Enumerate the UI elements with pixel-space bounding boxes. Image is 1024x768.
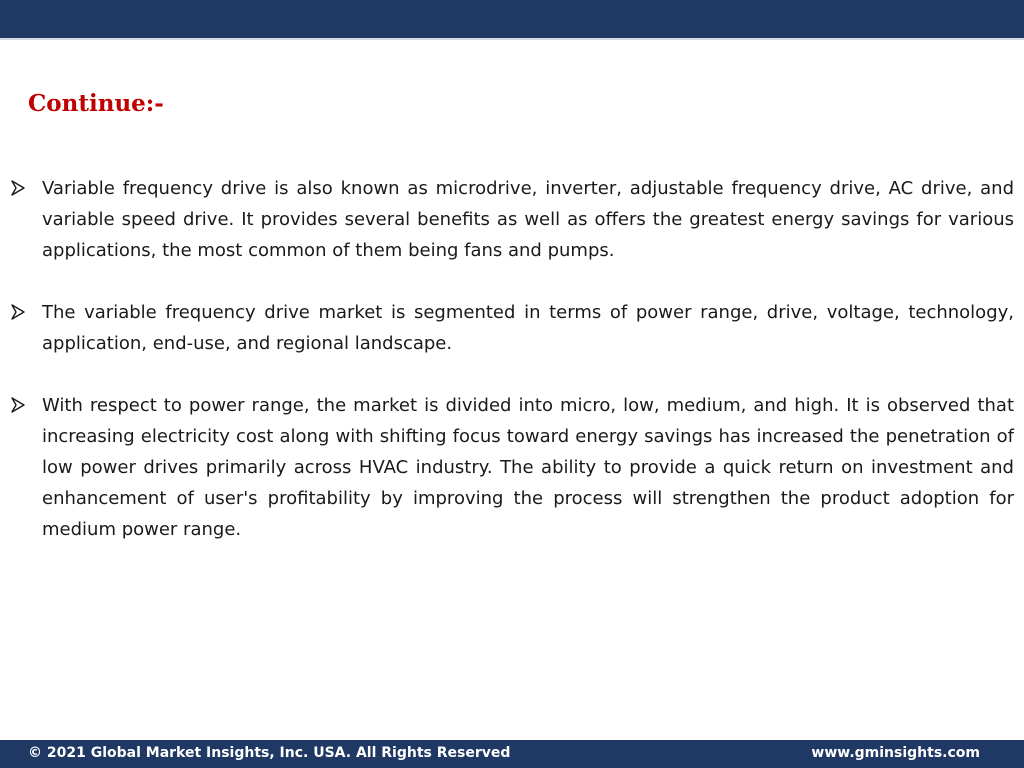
bullet-list (10, 173, 1014, 576)
bullet-item-2 (10, 297, 1014, 359)
arrow-bullet-icon (10, 397, 26, 413)
top-banner (0, 0, 1024, 40)
bullet-text: The variable frequency drive market is segmented in terms of power range, drive, voltage, technology, application, end-use, and regional landscape. (42, 302, 1014, 354)
arrow-bullet-icon (10, 180, 26, 196)
footer-url-link[interactable]: www.gminsights.com (811, 745, 980, 761)
footer-bar (0, 740, 1024, 768)
bullet-item-1 (10, 173, 1014, 266)
bullet-text: With respect to power range, the market is divided into micro, low, medium, and high. It is observed that increasing electricity cost along with shifting focus toward energy savings has increased the penetration of low power drives primarily across HVAC industry. The ability to provide a quick return on investment and enhancement of user's profitability by improving the process will strengthen the product adoption for medium power range. (42, 395, 1014, 540)
bullet-text: Variable frequency drive is also known as microdrive, inverter, adjustable frequency drive, AC drive, and variable speed drive. It provides several benefits as well as offers the greatest energy savings for various applications, the most common of them being fans and pumps. (42, 178, 1014, 261)
footer-copyright: © 2021 Global Market Insights, Inc. USA. All Rights Reserved (28, 745, 511, 761)
slide-heading: Continue:- (28, 90, 164, 117)
arrow-bullet-icon (10, 304, 26, 320)
bullet-item-3 (10, 390, 1014, 545)
